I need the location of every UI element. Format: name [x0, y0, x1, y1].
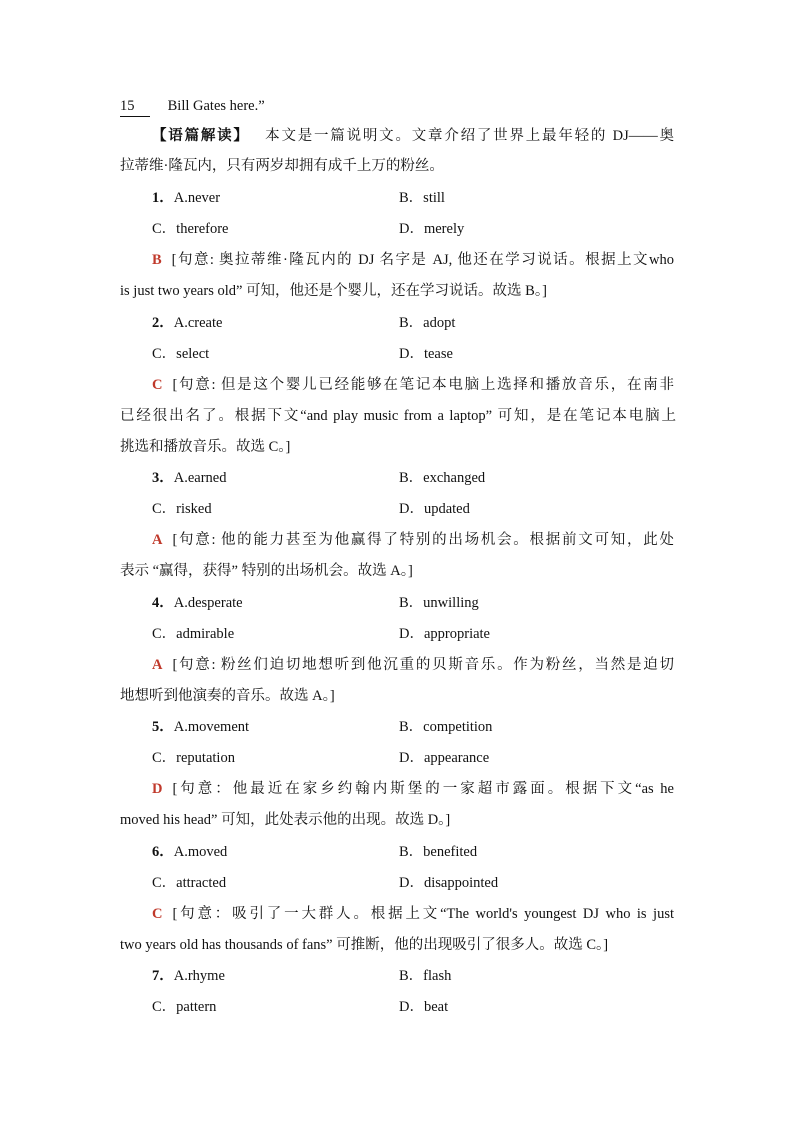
- q4-option-d: D．appropriate: [399, 626, 490, 642]
- analysis-tag: 【语篇解读】: [152, 128, 250, 144]
- q3-answer: A: [152, 532, 163, 548]
- q4-option-b: B．unwilling: [399, 595, 479, 611]
- q6-answer: C: [152, 906, 163, 922]
- q1-option-c: C．therefore: [152, 221, 229, 237]
- q6-option-b: B．benefited: [399, 844, 478, 860]
- q5-explanation-2: moved his head” 可知，此处表示他的出现。故选 D。]: [120, 812, 451, 828]
- q4-option-a: 4．A.desperate: [152, 595, 243, 611]
- q5-option-c: C．reputation: [152, 750, 235, 766]
- q3-option-d: D．updated: [399, 501, 470, 517]
- q2-explanation-2: 已经很出名了。根据下文“and play music from a laptop” 可知，是在笔记本电脑上: [120, 408, 676, 424]
- q7-option-a: 7．A.rhyme: [152, 968, 225, 984]
- q2-answer: C: [152, 377, 163, 393]
- q5-explanation-1: D [句意：他最近在家乡约翰内斯堡的一家超市露面。根据下文“as he: [152, 781, 674, 797]
- q4-answer: A: [152, 657, 163, 673]
- q2-option-c: C．select: [152, 346, 210, 362]
- q3-option-a: 3．A.earned: [152, 470, 227, 486]
- q4-explanation-1: A [句意: 粉丝们迫切地想听到他沉重的贝斯音乐。作为粉丝，当然是迫切: [152, 657, 674, 673]
- q5-option-a: 5．A.movement: [152, 719, 250, 735]
- q1-explanation-1: B [句意: 奥拉蒂维·隆瓦内的 DJ 名字是 AJ, 他还在学习说话。根据上文who: [152, 252, 674, 268]
- q3-explanation-2: 表示 “赢得，获得” 特别的出场机会。故选 A。]: [120, 563, 413, 579]
- intro-text-1: 本文是一篇说明文。文章介绍了世界上最年轻的 DJ——奥: [265, 128, 675, 144]
- q2-option-a: 2．A.create: [152, 315, 223, 331]
- q2-option-d: D．tease: [399, 346, 453, 362]
- q3-explanation-1: A [句意: 他的能力甚至为他赢得了特别的出场机会。根据前文可知，此处: [152, 532, 674, 548]
- q3-option-c: C．risked: [152, 501, 212, 517]
- q7-option-d: D．beat: [399, 999, 449, 1015]
- q2-explanation-3: 挑选和播放音乐。故选 C。]: [120, 439, 291, 455]
- passage-text: Bill Gates here.”: [167, 98, 265, 114]
- q3-option-b: B．exchanged: [399, 470, 486, 486]
- q1-explanation-2: is just two years old” 可知，他还是个婴儿，还在学习说话。故选 B。]: [120, 283, 547, 299]
- q1-option-b: B．still: [399, 190, 445, 206]
- q6-option-d: D．disappointed: [399, 875, 499, 891]
- q7-option-b: B．flash: [399, 968, 452, 984]
- q6-option-c: C．attracted: [152, 875, 227, 891]
- q4-option-c: C．admirable: [152, 626, 235, 642]
- blank-number: 15: [120, 96, 150, 117]
- q4-explanation-2: 地想听到他演奏的音乐。故选 A。]: [120, 688, 335, 704]
- intro-line-1: [152, 126, 674, 146]
- q1-option-a: 1．A.never: [152, 190, 221, 206]
- q7-option-c: C．pattern: [152, 999, 217, 1015]
- q1-answer: B: [152, 252, 162, 268]
- q2-explanation-1: C [句意: 但是这个婴儿已经能够在笔记本电脑上选择和播放音乐，在南非: [152, 377, 674, 393]
- q6-explanation-2: two years old has thousands of fans” 可推断，他的出现吸引了很多人。故选 C。]: [120, 937, 609, 953]
- q2-option-b: B．adopt: [399, 315, 456, 331]
- passage-end-line: [120, 96, 676, 117]
- q5-option-b: B．competition: [399, 719, 493, 735]
- q6-explanation-1: C [句意：吸引了一大群人。根据上文“The world's youngest DJ who is just: [152, 906, 674, 922]
- q6-option-a: 6．A.moved: [152, 844, 228, 860]
- q1-option-d: D．merely: [399, 221, 465, 237]
- q5-answer: D: [152, 781, 163, 797]
- q5-option-d: D．appearance: [399, 750, 490, 766]
- intro-line-2: 拉蒂维·隆瓦内，只有两岁却拥有成千上万的粉丝。: [120, 158, 444, 174]
